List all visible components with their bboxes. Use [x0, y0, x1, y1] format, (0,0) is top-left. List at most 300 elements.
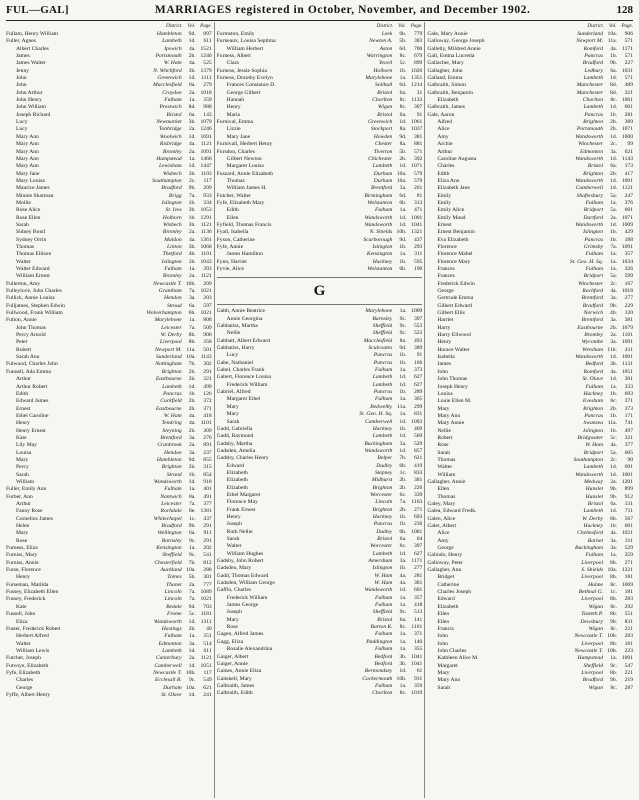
entry-volume: 3b. [188, 170, 196, 177]
entry-district: Marylebone [365, 308, 393, 315]
entry-name: Galer, Albert [427, 523, 457, 530]
register-entry [217, 470, 423, 477]
register-entry [427, 655, 633, 662]
column-header [427, 22, 633, 31]
entry-district: Greenwich [157, 75, 182, 82]
entry-name: Archie [437, 141, 453, 148]
entry-volume: 1b. [610, 390, 618, 397]
register-entry [427, 604, 633, 611]
entry-volume: 4b. [610, 310, 618, 317]
entry-name: Mary Ann [16, 148, 39, 155]
entry-page: 1091 [621, 339, 634, 346]
entry-district: Liverpool [159, 339, 182, 346]
entry-page: 307 [413, 104, 423, 111]
entry-volume: 1d. [188, 163, 196, 170]
register-entry [6, 435, 212, 442]
entry-page: 1018 [621, 288, 634, 295]
entry-name: Gadsden, Amelia [216, 447, 256, 454]
entry-name: Frances [437, 273, 455, 280]
register-entry [217, 477, 423, 484]
entry-page: 1091 [200, 148, 212, 155]
entry-district: Hunslet [585, 493, 604, 500]
entry-name: Alice [437, 126, 450, 133]
entry-volume: 10a. [607, 31, 618, 37]
entry-district: Shaftesbury [576, 192, 604, 199]
entry-page: 381 [624, 317, 634, 324]
entry-name: Emily Alice [437, 207, 465, 214]
register-entry [217, 156, 423, 163]
entry-page: 1071 [411, 163, 423, 170]
entry-page: 679 [413, 53, 423, 60]
register-entry [6, 97, 212, 104]
entry-volume: 6a. [610, 67, 618, 74]
entry-volume: 2b. [399, 484, 407, 491]
entry-district: Kensington [366, 251, 393, 258]
register-entry [6, 119, 212, 126]
entry-district: Buckingham [364, 440, 393, 447]
entry-page: 579 [413, 177, 423, 184]
entry-page: 1081 [411, 528, 423, 535]
register-entry [217, 514, 423, 521]
entry-district: Fulham [374, 207, 393, 214]
register-entry [6, 501, 212, 508]
entry-district: Fulham [164, 97, 182, 104]
register-entry [427, 90, 633, 97]
entry-district: Hampstead [156, 155, 182, 162]
entry-page: 571 [413, 148, 423, 155]
register-entry [6, 141, 212, 148]
entry-district: Wolstanton [367, 199, 393, 206]
entry-name: Fyall, Isabella [216, 229, 249, 236]
entry-name: Fuller, Agnes [6, 38, 36, 45]
entry-district: Nantwich [160, 493, 182, 500]
entry-name: Gabel, Charles Frank [216, 367, 265, 374]
entry-district: Bristol [377, 536, 393, 542]
entry-page: 277 [413, 565, 423, 572]
entry-page: 40 [206, 625, 212, 632]
entry-name: Gaitskell, Mary [216, 675, 252, 682]
entry-name: Fussey, Frederick [6, 596, 46, 603]
entry-district: Barton R. [370, 624, 393, 631]
entry-volume: 4a. [188, 412, 196, 419]
entry-volume: 1d. [610, 221, 618, 228]
entry-name: Fyson, Catherine [216, 236, 255, 243]
entry-volume: 5b. [399, 148, 407, 155]
entry-name: John Henry [16, 97, 42, 104]
entry-district: Islington [372, 565, 393, 572]
entry-volume: 7b. [399, 455, 407, 462]
entry-district: Bradford [161, 523, 182, 530]
entry-volume: 8b. [610, 640, 618, 647]
entry-name: Galbraith, James [427, 104, 465, 111]
entry-page: 276 [203, 434, 212, 441]
entry-name: Sydney Orrin [16, 236, 47, 243]
entry-district: Barnsley [161, 537, 182, 544]
entry-volume: 8a. [188, 82, 196, 89]
entry-district: St. Geo. H. Sq. [359, 411, 393, 418]
register-entry [217, 345, 423, 352]
entry-page: 1051 [200, 662, 212, 669]
register-entry [217, 352, 423, 359]
entry-page: 326 [624, 266, 634, 272]
entry-volume: 8d. [610, 89, 618, 96]
entry-page: 831 [624, 618, 634, 625]
register-entry [217, 193, 423, 200]
entry-name: Mary Ann [16, 141, 39, 148]
entry-volume: 5a. [610, 192, 618, 199]
entry-name: Gilbert Newton [226, 155, 262, 162]
entry-district: Bristol [587, 163, 604, 170]
register-entry [217, 463, 423, 470]
entry-name: Amy [437, 133, 449, 140]
entry-name: Charles [16, 677, 34, 684]
register-entry [427, 75, 633, 82]
entry-district: Romford [583, 368, 604, 375]
entry-page: 288 [203, 567, 212, 574]
entry-name: Gall, Emma Lucretia [427, 53, 475, 60]
entry-page: 912 [624, 493, 634, 500]
entry-page: 899 [624, 486, 634, 493]
register-entry [427, 406, 633, 413]
register-entry [427, 156, 633, 163]
entry-name: Arthur [16, 501, 31, 507]
register-entry [6, 134, 212, 141]
entry-name: Sarah [226, 536, 240, 542]
entry-name: Nellie [226, 330, 241, 337]
register-entry [6, 171, 212, 178]
entry-page: 357 [413, 594, 423, 601]
entry-volume: 8c. [610, 581, 618, 588]
entry-district: Totnes [167, 574, 182, 581]
entry-volume: 7a. [188, 288, 196, 295]
entry-volume: 8b. [610, 669, 618, 676]
entry-name: Margaret Ethel [226, 396, 261, 403]
entry-name: Lucy [226, 352, 239, 359]
register-entry [6, 677, 212, 684]
entry-name: Robert [16, 346, 32, 353]
entry-district: Fulham [374, 602, 393, 609]
entry-district: Bradford [582, 677, 604, 684]
column-header-page: Page. [410, 24, 423, 29]
entry-district: St. Geo. H. Sq. [569, 258, 604, 265]
entry-name: Sarah [226, 418, 240, 425]
entry-volume: 1b. [610, 53, 618, 60]
entry-name: Fullwood, Frank William [6, 310, 63, 317]
entry-district: Leicester [161, 324, 182, 331]
entry-name: Walter Edward [16, 266, 50, 272]
entry-name: Frances [437, 266, 455, 272]
entry-page: 911 [203, 530, 212, 537]
index-column [4, 22, 215, 798]
register-entry [6, 648, 212, 655]
entry-name: Peter [16, 339, 28, 346]
entry-name: John [437, 633, 448, 640]
entry-name: Minnie Sharman [16, 192, 54, 199]
register-entry [6, 369, 212, 376]
entry-page: 1093 [411, 418, 423, 425]
entry-name: Emily [437, 199, 452, 206]
register-entry [427, 589, 633, 596]
entry-name: Sarah Ann [16, 354, 40, 361]
entry-page: 1121 [200, 141, 212, 148]
entry-district: Bedwellty [370, 403, 393, 410]
entry-name: Harriet [437, 317, 454, 324]
register-entry [217, 38, 423, 45]
entry-volume: 8b. [188, 332, 196, 339]
entry-volume: 1a. [399, 631, 407, 638]
entry-name: Futcher, Walter [216, 192, 251, 199]
entry-page: 881 [413, 141, 423, 148]
entry-name: Ernest [437, 221, 452, 228]
entry-volume: 10b. [607, 647, 618, 654]
register-entry [427, 68, 633, 75]
entry-name: Fyvie, Alice [216, 266, 245, 272]
entry-district: Solihull [374, 82, 393, 89]
entry-page: 897 [203, 31, 212, 37]
entry-name: Margaret Louisa [226, 163, 264, 170]
entry-volume: 1a. [188, 317, 196, 324]
register-entry [6, 391, 212, 398]
entry-page: 417 [624, 170, 634, 177]
entry-volume: 10b. [396, 229, 407, 236]
entry-volume: 1a. [399, 396, 407, 403]
register-entry [6, 185, 212, 192]
entry-page: 181 [624, 640, 634, 647]
entry-page: 1071 [621, 126, 634, 133]
entry-volume: 1b. [399, 359, 407, 366]
entry-page: 1221 [621, 567, 634, 574]
entry-volume: 2b. [610, 119, 618, 126]
entry-page: 1001 [621, 354, 634, 361]
entry-page: 1068 [200, 243, 212, 250]
entry-volume: 1d. [610, 471, 618, 478]
entry-volume: 1a. [399, 646, 407, 653]
register-entry [6, 442, 212, 449]
entry-volume: 8b. [610, 559, 618, 566]
entry-volume: 4b. [188, 251, 196, 258]
entry-name: William Ernest [16, 273, 50, 280]
entry-volume: 6b. [399, 266, 407, 272]
entry-page: 493 [413, 337, 423, 344]
register-entry [427, 376, 633, 383]
register-entry [6, 288, 212, 295]
entry-volume: 5b. [188, 574, 196, 581]
entry-page: 1214 [411, 82, 423, 89]
entry-district: Cuckfield [160, 398, 182, 405]
register-entry [427, 126, 633, 133]
entry-page: 1009 [411, 308, 423, 315]
entry-district: Bristol [587, 501, 604, 507]
entry-district: Bristol [377, 616, 393, 623]
entry-name: Henry Ernest [16, 427, 46, 434]
register-entry [427, 31, 633, 38]
entry-volume: 2c. [610, 456, 618, 463]
register-entry [6, 464, 212, 471]
register-entry [427, 53, 633, 60]
entry-name: Furness, Dorothy Evelyn [216, 75, 273, 82]
entry-name: Charles [437, 163, 455, 170]
entry-district: Wandsworth [575, 471, 604, 478]
entry-volume: 1d. [188, 38, 196, 45]
entry-district: Hunslet [585, 486, 604, 493]
entry-district: Scarborough [363, 236, 393, 243]
entry-district: Pancras [163, 390, 182, 397]
entry-page: 372 [203, 398, 212, 405]
entry-volume: 2c. [610, 280, 618, 287]
entry-name: Eliza [16, 618, 28, 625]
entry-name: Ruth Nellie [226, 528, 253, 535]
entry-volume: 1d. [610, 354, 618, 361]
entry-district: Camberwell [575, 185, 604, 192]
entry-district: Buckingham [575, 545, 604, 552]
entry-district: Midhurst [371, 477, 393, 484]
entry-district: Maldon [164, 236, 182, 243]
register-entry [217, 149, 423, 156]
entry-page: 309 [203, 427, 212, 434]
entry-district: Holborn [373, 67, 393, 74]
entry-volume: 5c. [188, 611, 196, 618]
entry-name: Mary Louisa [16, 177, 45, 184]
entry-volume: 6d. [399, 192, 407, 199]
entry-page: 579 [413, 170, 423, 177]
register-entry [217, 178, 423, 185]
entry-volume: 9c. [610, 662, 618, 669]
register-entry [217, 624, 423, 631]
entry-name: Kathleen Alice M. [437, 655, 479, 662]
register-entry [6, 112, 212, 119]
entry-district: Hambleton [156, 456, 182, 463]
entry-district: Liverpool [581, 596, 604, 603]
entry-volume: 8b. [610, 611, 618, 618]
entry-district: Wandsworth [364, 447, 393, 454]
entry-name: John William [16, 104, 46, 111]
entry-page: 91 [416, 111, 423, 118]
entry-name: Fanny Rose [16, 508, 43, 515]
entry-volume: 1a. [188, 633, 196, 640]
entry-district: Wandsworth [364, 221, 393, 228]
entry-page: 221 [624, 669, 634, 676]
register-entry [6, 560, 212, 567]
register-entry [6, 266, 212, 273]
entry-volume: 11a. [186, 346, 196, 353]
entry-page: 351 [203, 633, 212, 640]
entry-page: 1001 [621, 177, 634, 184]
entry-district: Wrexham [582, 346, 604, 353]
register-entry [6, 457, 212, 464]
entry-name: Emily [437, 192, 452, 199]
entry-volume: 2c. [610, 141, 618, 148]
entry-volume: 2b. [188, 398, 196, 405]
entry-volume: 1d. [610, 177, 618, 184]
register-entry [427, 633, 633, 640]
entry-district: Hulme [588, 581, 604, 588]
entry-volume: 3b. [188, 207, 196, 214]
register-entry [217, 654, 423, 661]
entry-name: James [437, 361, 452, 368]
entry-district: Lambeth [162, 383, 182, 390]
register-entry [6, 156, 212, 163]
entry-district: Greenwich [368, 119, 393, 126]
entry-district: Prestwich [159, 104, 182, 111]
entry-district: Aston [379, 45, 393, 52]
entry-volume: 5b. [399, 38, 407, 45]
register-entry [217, 207, 423, 214]
entry-district: Risbridge [159, 141, 182, 148]
entry-volume: 4a. [610, 45, 618, 52]
entry-page: 1321 [411, 229, 423, 236]
entry-district: Lincoln [164, 589, 182, 596]
entry-district: Pancras [584, 53, 604, 60]
entry-volume: 10a. [186, 684, 196, 691]
entry-page: 321 [203, 376, 212, 383]
entry-volume: 1d. [399, 119, 407, 126]
entry-volume: 8c. [610, 603, 618, 610]
entry-district: Chesterfield [154, 559, 182, 566]
register-entry [6, 237, 212, 244]
register-entry [427, 611, 633, 618]
entry-volume: 2b. [188, 427, 196, 434]
entry-volume: 1d. [188, 478, 196, 485]
entry-district: Fulham [374, 367, 393, 374]
register-entry [6, 68, 212, 75]
register-entry [427, 119, 633, 126]
register-entry [217, 171, 423, 178]
register-entry [217, 668, 423, 675]
register-entry [217, 441, 423, 448]
entry-page: 302 [203, 361, 212, 368]
entry-name: Mary Jane [226, 133, 251, 140]
entry-page: 621 [203, 684, 212, 691]
entry-page: 334 [203, 199, 212, 206]
entry-name: Gaiger, Albert [216, 653, 249, 660]
entry-name: Gallagher, Ann [427, 567, 462, 574]
entry-name: Walter [437, 464, 453, 471]
entry-page: 501 [203, 346, 212, 353]
entry-name: Furmston, Emily [216, 31, 255, 37]
entry-name: John [437, 640, 448, 647]
entry-name: Futcher, Joseph [6, 655, 41, 662]
register-entry [6, 347, 212, 354]
register-entry [217, 499, 423, 506]
entry-name: William James H. [226, 185, 267, 192]
entry-volume: 1b. [399, 425, 407, 432]
entry-name: Sarah [16, 221, 29, 228]
entry-name: Francis [437, 625, 454, 632]
entry-district: Dudley [376, 462, 393, 469]
entry-name: Fulwood, Charles John [6, 361, 58, 368]
entry-district: Camberwell [364, 418, 393, 425]
entry-district: Liverpool [581, 669, 604, 676]
entry-district: Pancras [373, 389, 393, 396]
entry-volume: 9b. [610, 618, 618, 625]
register-entry [217, 360, 423, 367]
register-entry [6, 53, 212, 60]
entry-name: Sarah [437, 449, 451, 456]
entry-district: Wandsworth [575, 221, 604, 228]
entry-page: 808 [203, 317, 212, 324]
entry-page: 741 [624, 420, 634, 427]
register-entry [217, 308, 423, 315]
entry-page: 383 [413, 38, 423, 45]
entry-page: 279 [203, 82, 212, 89]
register-entry [217, 68, 423, 75]
entry-district: W. Derby [582, 515, 604, 522]
entry-name: Thomas [437, 493, 456, 500]
register-entry [6, 589, 212, 596]
entry-name: Alice [437, 530, 450, 537]
entry-name: James [16, 53, 30, 60]
entry-page: 203 [203, 295, 212, 302]
